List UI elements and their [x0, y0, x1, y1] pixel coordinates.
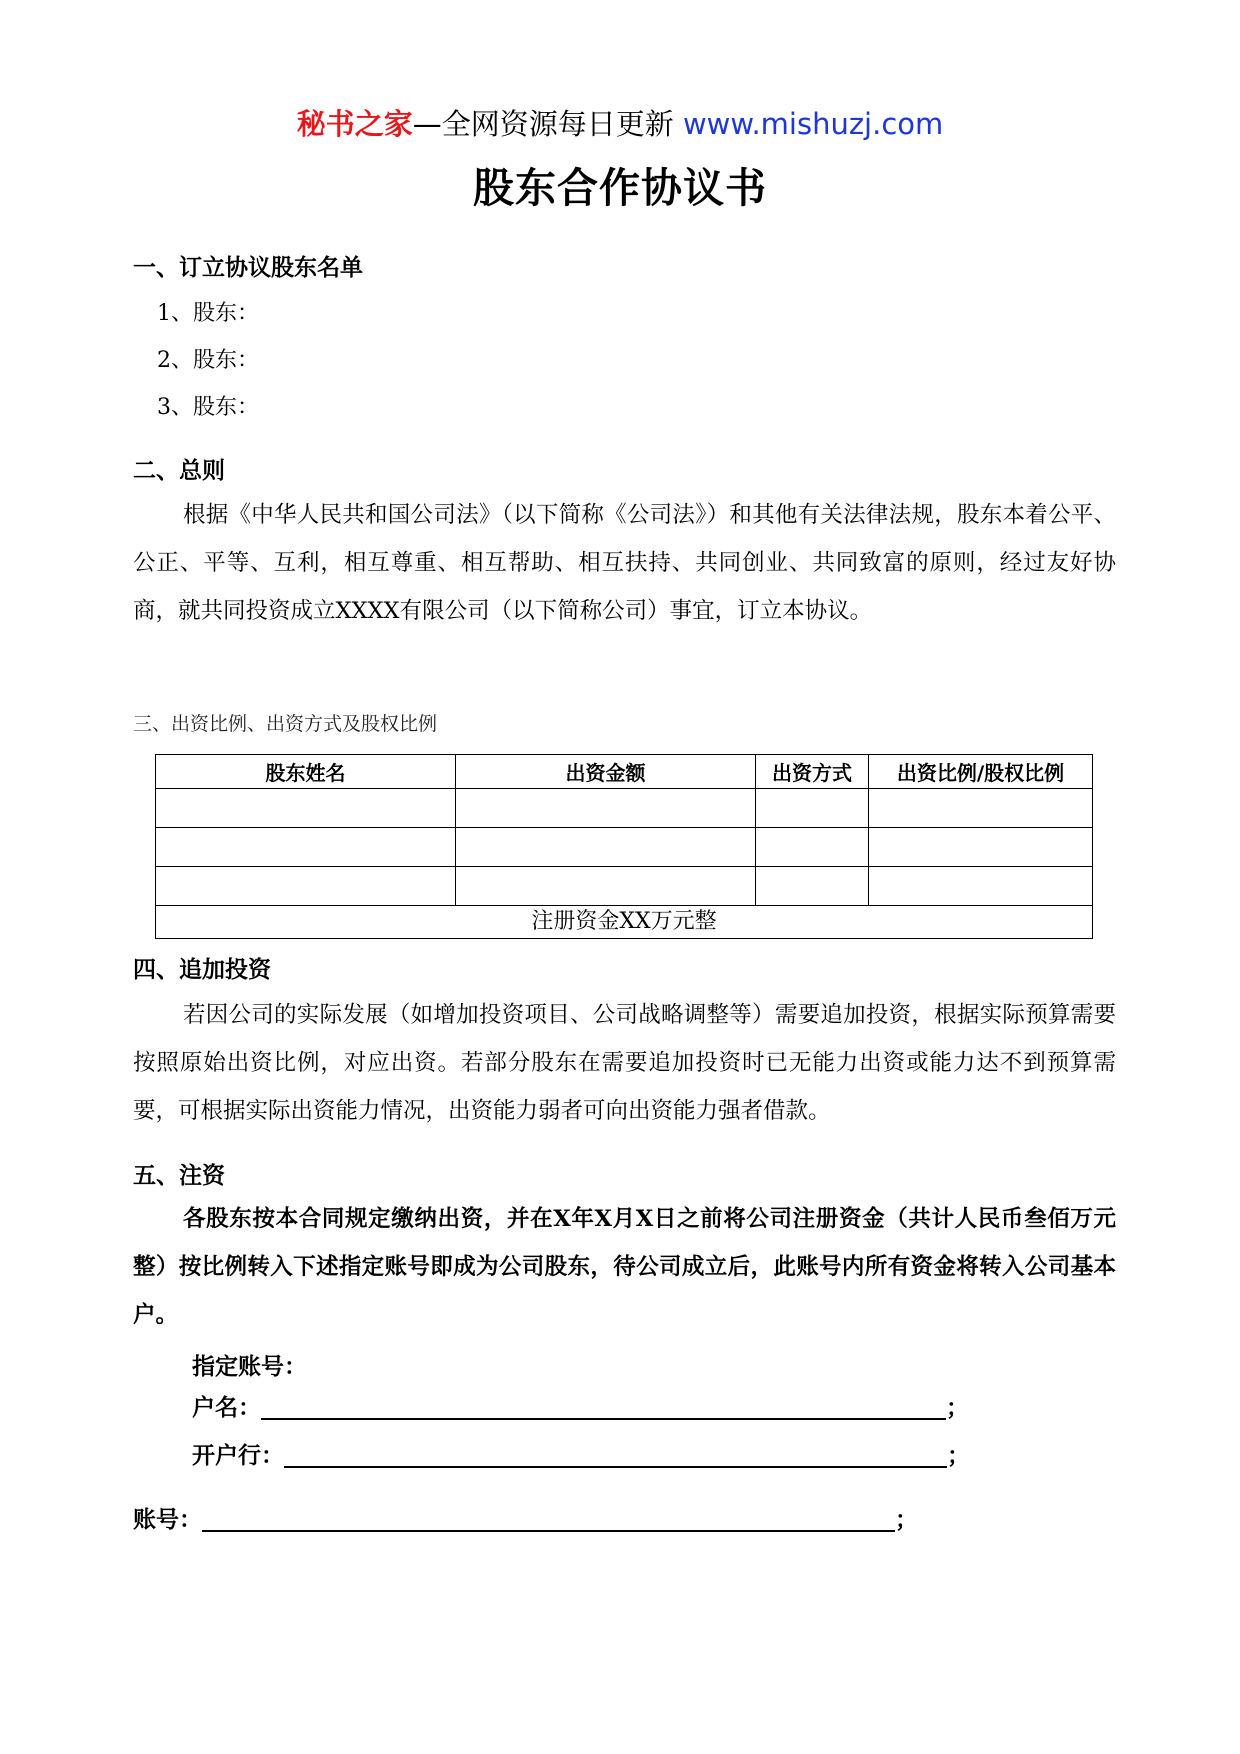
- account-name-label: 户名：: [192, 1394, 261, 1421]
- site-banner: [0, 104, 1240, 144]
- table-cell: [869, 867, 1093, 906]
- table-cell: [156, 828, 456, 867]
- shareholder-item: 1、股东：: [157, 301, 259, 326]
- table-cell: [756, 867, 869, 906]
- section-heading-capital-injection: 五、注资: [133, 1162, 225, 1189]
- banner-slogan: —全网资源每日更新: [412, 107, 674, 141]
- table-cell: [756, 789, 869, 828]
- table-row: [156, 867, 1093, 906]
- section-heading-additional-investment: 四、追加投资: [133, 956, 271, 983]
- general-paragraph: 根据《中华人民共和国公司法》（以下简称《公司法》）和其他有关法律法规，股东本着公平、公正、平等、互利，相互尊重、相互帮助、相互扶持、共同创业、共同致富的原则，经过友好协商，就共同投资成立XXXX有限公司（以下简称公司）事宜，订立本协议。: [133, 502, 1116, 624]
- column-header: 股东姓名: [156, 755, 456, 789]
- table-cell: [156, 789, 456, 828]
- shareholder-item: 3、股东：: [157, 395, 259, 420]
- table-row: [156, 828, 1093, 867]
- section-heading-shareholders: 一、订立协议股东名单: [133, 254, 363, 281]
- additional-investment-paragraph: 若因公司的实际发展（如增加投资项目、公司战略调整等）需要追加投资，根据实际预算需要按照原始出资比例，对应出资。若部分股东在需要追加投资时已无能力出资或能力达不到预算需要，可根据实际出资能力情况，出资能力弱者可向出资能力强者借款。: [133, 1002, 1116, 1124]
- account-number-blank[interactable]: [202, 1504, 895, 1532]
- table-cell: [456, 828, 756, 867]
- table-cell: [456, 789, 756, 828]
- document-title: 股东合作协议书: [473, 164, 767, 212]
- table-cell: [156, 867, 456, 906]
- column-header: 出资金额: [456, 755, 756, 789]
- end-mark: ；: [947, 1442, 970, 1469]
- bank-row: [192, 1439, 970, 1473]
- table-header-row: [156, 755, 1093, 789]
- shareholder-item: 2、股东：: [157, 348, 259, 373]
- section-heading-capital: 三、出资比例、出资方式及股权比例: [133, 713, 438, 735]
- table-cell: [869, 828, 1093, 867]
- account-number-label: 账号：: [133, 1506, 202, 1533]
- table-footer-row: [156, 906, 1093, 939]
- table-cell: [869, 789, 1093, 828]
- account-number-row: [133, 1503, 918, 1537]
- end-mark: ；: [895, 1506, 918, 1533]
- site-url[interactable]: www.mishuzj.com: [682, 107, 944, 141]
- table-cell: [456, 867, 756, 906]
- capital-injection-paragraph: 各股东按本合同规定缴纳出资，并在X年X月X日之前将公司注册资金（共计人民币叁佰万元整）按比例转入下述指定账号即成为公司股东，待公司成立后，此账号内所有资金将转入公司基本户。: [133, 1206, 1116, 1328]
- table-cell: [756, 828, 869, 867]
- account-name-row: [192, 1391, 969, 1425]
- registered-capital-total: 注册资金XX万元整: [156, 906, 1093, 939]
- capital-table: [155, 754, 1093, 939]
- designated-account-label: 指定账号：: [192, 1353, 307, 1380]
- brand-name: 秘书之家: [296, 107, 413, 141]
- bank-blank[interactable]: [284, 1440, 947, 1468]
- table-row: [156, 789, 1093, 828]
- section-heading-general: 二、总则: [133, 457, 225, 484]
- bank-label: 开户行：: [192, 1442, 284, 1469]
- account-name-blank[interactable]: [261, 1392, 946, 1420]
- column-header: 出资比例/股权比例: [869, 755, 1093, 789]
- column-header: 出资方式: [756, 755, 869, 789]
- end-mark: ；: [946, 1394, 969, 1421]
